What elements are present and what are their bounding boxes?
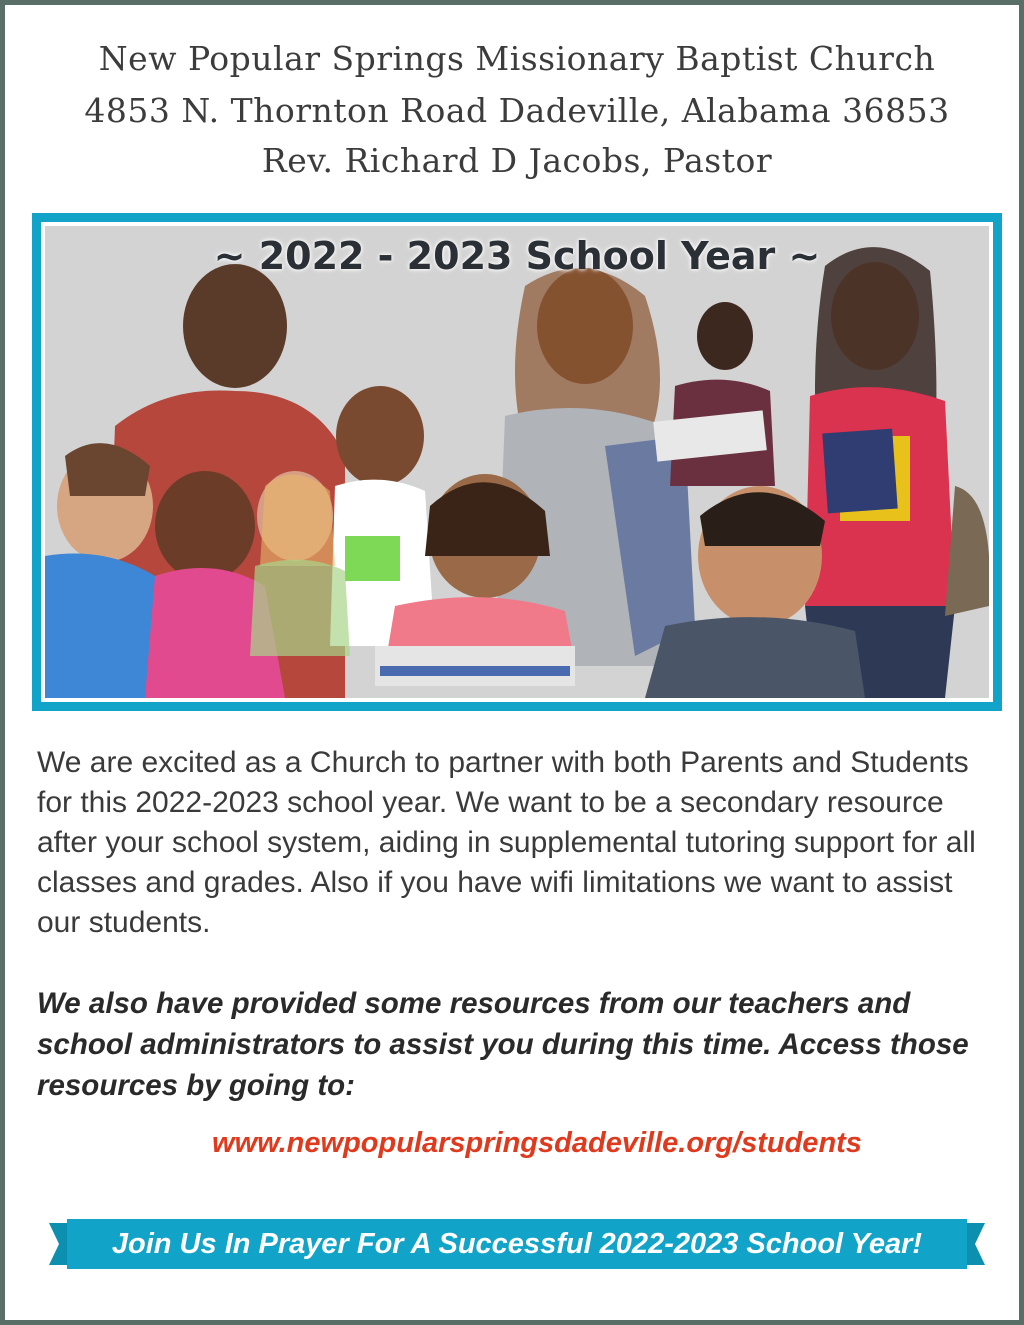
school-year-title: ~ 2022 - 2023 School Year ~ <box>213 234 821 278</box>
pastor-name: Rev. Richard D Jacobs, Pastor <box>261 141 773 180</box>
ribbon-text: Join Us In Prayer For A Successful 2022-2023 School Year! <box>111 1228 923 1260</box>
students-photo-frame <box>32 213 1002 711</box>
students-photo <box>45 226 989 698</box>
students-group-image <box>45 226 989 698</box>
resources-paragraph: We also have provided some resources from our teachers and school administrators to assist you during this time. Access those resources by going to: <box>37 987 969 1102</box>
church-name: New Popular Springs Missionary Baptist Church <box>98 39 936 78</box>
intro-paragraph: We are excited as a Church to partner with both Parents and Students for this 2022-2023 school year. We want to be a secondary resource after your school system, aiding in supplemental tutoring support for all classes and grades. Also if you have wifi limitations we want to assist our students. <box>37 746 976 939</box>
church-address: 4853 N. Thornton Road Dadeville, Alabama 36853 <box>84 91 950 130</box>
students-resources-link[interactable]: www.newpopularspringsdadeville.org/students <box>212 1127 862 1159</box>
prayer-ribbon <box>49 1219 985 1269</box>
